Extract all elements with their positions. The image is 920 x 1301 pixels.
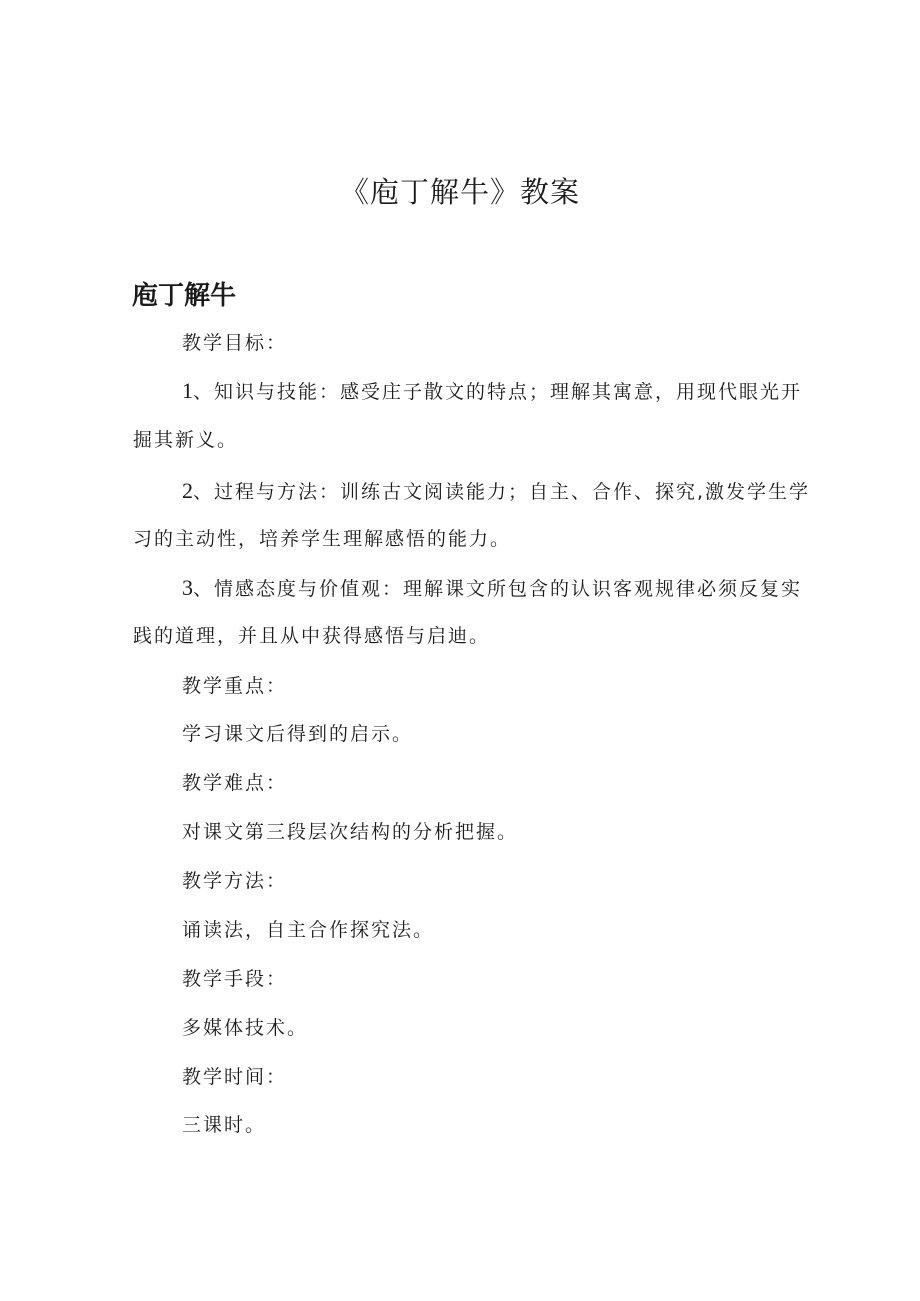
objective-3-line-2: 践的道理，并且从中获得感悟与启迪。: [133, 625, 491, 647]
objective-2-line-2: 习的主动性，培养学生理解感悟的能力。: [133, 528, 512, 550]
objective-2-line-1: [182, 476, 810, 507]
section-heading: 庖丁解牛: [132, 281, 237, 311]
document-title: 《庖丁解牛》教案: [339, 175, 580, 209]
means-text: 多媒体技术。: [182, 1017, 309, 1039]
difficulty-label: 教学难点：: [182, 772, 288, 794]
key-point-label: 教学重点：: [182, 675, 288, 697]
difficulty-text: 对课文第三段层次结构的分析把握。: [182, 821, 519, 843]
objective-1-line-2: 掘其新义。: [133, 429, 239, 451]
objectives-label: 教学目标：: [182, 332, 288, 354]
objective-2-number: 2: [182, 478, 193, 503]
time-text: 三课时。: [182, 1114, 267, 1136]
objective-2-text: 、过程与方法：训练古文阅读能力；自主、合作、探究,激发学生学: [193, 481, 811, 503]
means-label: 教学手段：: [182, 968, 288, 990]
time-label: 教学时间：: [182, 1066, 288, 1088]
objective-3-text: 、情感态度与价值观：理解课文所包含的认识客观规律必须反复实: [193, 578, 803, 600]
objective-1-line-1: [182, 376, 802, 407]
key-point-text: 学习课文后得到的启示。: [182, 723, 414, 745]
objective-3-number: 3: [182, 575, 193, 600]
objective-1-text: 、知识与技能：感受庄子散文的特点；理解其寓意，用现代眼光开: [193, 381, 803, 403]
method-text: 诵读法，自主合作探究法。: [182, 919, 435, 941]
method-label: 教学方法：: [182, 870, 288, 892]
objective-1-number: 1: [182, 378, 193, 403]
objective-3-line-1: [182, 573, 802, 604]
